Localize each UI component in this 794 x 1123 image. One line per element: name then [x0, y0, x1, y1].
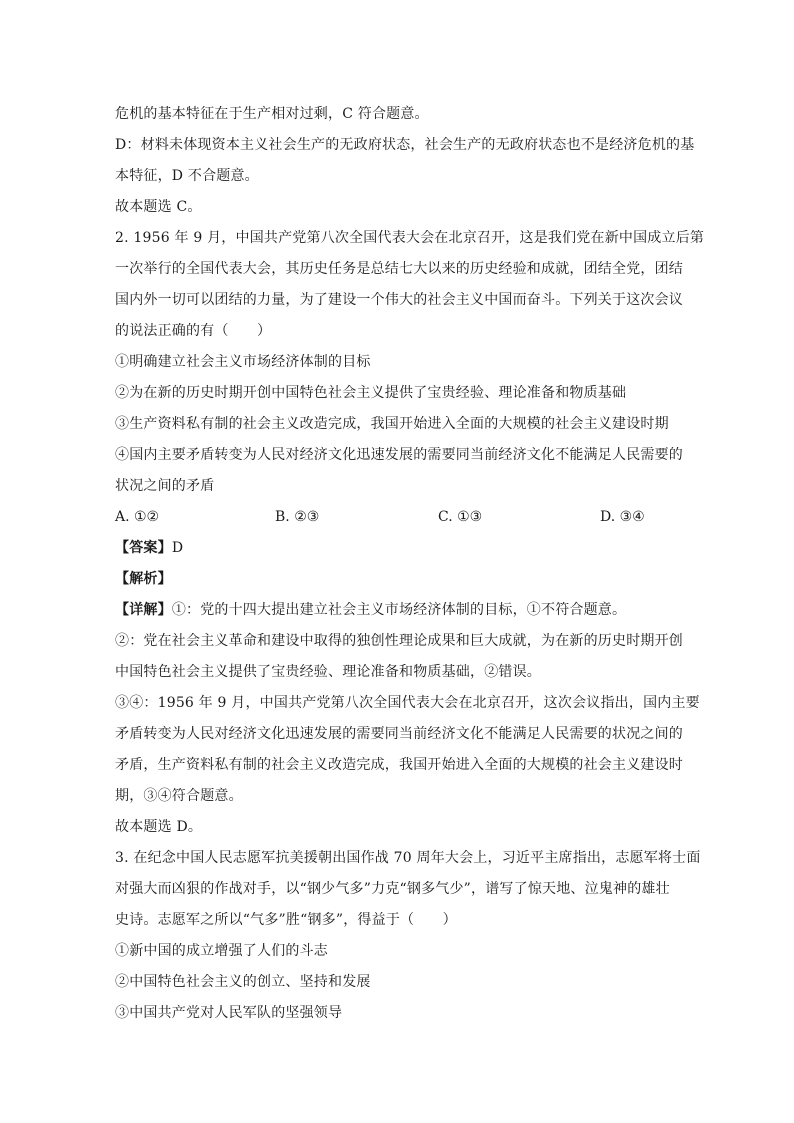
statement-3: ③生产资料私有制的社会主义改造完成，我国开始进入全面的大规模的社会主义建设时期: [115, 416, 669, 432]
text-line: 期，③④符合题意。: [115, 788, 243, 804]
question-2-line: 国内外一切可以团结的力量，为了建设一个伟大的社会主义中国而奋斗。下列关于这次会议: [115, 292, 683, 308]
statement-4: ④国内主要矛盾转变为人民对经济文化迅速发展的需要同当前经济文化不能满足人民需要的: [115, 447, 683, 463]
statement-2: ②中国特色社会主义的创立、坚持和发展: [115, 974, 371, 990]
answer-value: D: [171, 540, 184, 556]
question-2-line: 一次举行的全国代表大会，其历史任务是总结七大以来的历史经验和成就，团结全党，团结: [115, 261, 683, 277]
question-3-line: 3. 在纪念中国人民志愿军抗美援朝出国作战 70 周年大会上，习近平主席指出，志愿军将士面: [115, 850, 701, 866]
statement-2: ②为在新的历史时期开创中国特色社会主义提供了宝贵经验、理论准备和物质基础: [115, 385, 627, 401]
statement-3: ③中国共产党对人民军队的坚强领导: [115, 1005, 343, 1021]
option-a: A. ①②: [115, 509, 160, 525]
question-3-line: 对强大而凶狠的作战对手，以“钢少气多”力克“钢多气少”，谱写了惊天地、泣鬼神的雄壮: [115, 881, 670, 897]
option-c: C. ①③: [438, 509, 483, 525]
text-line: 中国特色社会主义提供了宝贵经验、理论准备和物质基础，②错误。: [115, 664, 541, 680]
text-line: D：材料未体现资本主义社会生产的无政府状态，社会生产的无政府状态也不是经济危机的基: [115, 137, 695, 153]
answer-line: [115, 538, 685, 558]
text-line: 故本题选 D。: [115, 819, 203, 835]
option-b: B. ②③: [275, 509, 320, 525]
text-line: 危机的基本特征在于生产相对过剩，C 符合题意。: [115, 106, 429, 122]
analysis-label: 【解析】: [115, 571, 172, 587]
option-d: D. ③④: [600, 509, 645, 525]
detail-text: ①：党的十四大提出建立社会主义市场经济体制的目标，①不符合题意。: [171, 602, 627, 618]
text-line: ②：党在社会主义革命和建设中取得的独创性理论成果和巨大成就，为在新的历史时期开创: [115, 633, 683, 649]
answer-label: 【答案】: [115, 540, 172, 556]
text-line: 矛盾转变为人民对经济文化迅速发展的需要同当前经济文化不能满足人民需要的状况之间的: [115, 726, 683, 742]
statement-1: ①新中国的成立增强了人们的斗志: [115, 943, 328, 959]
text-line: 矛盾，生产资料私有制的社会主义改造完成，我国开始进入全面的大规模的社会主义建设时: [115, 757, 683, 773]
question-2-line: 2. 1956 年 9 月，中国共产党第八次全国代表大会在北京召开，这是我们党在新中国成立后第: [115, 230, 705, 246]
text-line: 故本题选 C。: [115, 199, 202, 215]
question-2-line: 的说法正确的有（ ）: [115, 323, 272, 339]
detail-line: [115, 600, 685, 620]
statement-4-cont: 状况之间的矛盾: [115, 478, 215, 494]
detail-label: 【详解】: [115, 602, 172, 618]
text-line: 本特征，D 不合题意。: [115, 168, 259, 184]
question-3-line: 史诗。志愿军之所以“气多”胜“钢多”，得益于（ ）: [115, 912, 457, 928]
statement-1: ①明确建立社会主义市场经济体制的目标: [115, 354, 371, 370]
text-line: ③④：1956 年 9 月，中国共产党第八次全国代表大会在北京召开，这次会议指出，国内主要: [115, 695, 700, 711]
